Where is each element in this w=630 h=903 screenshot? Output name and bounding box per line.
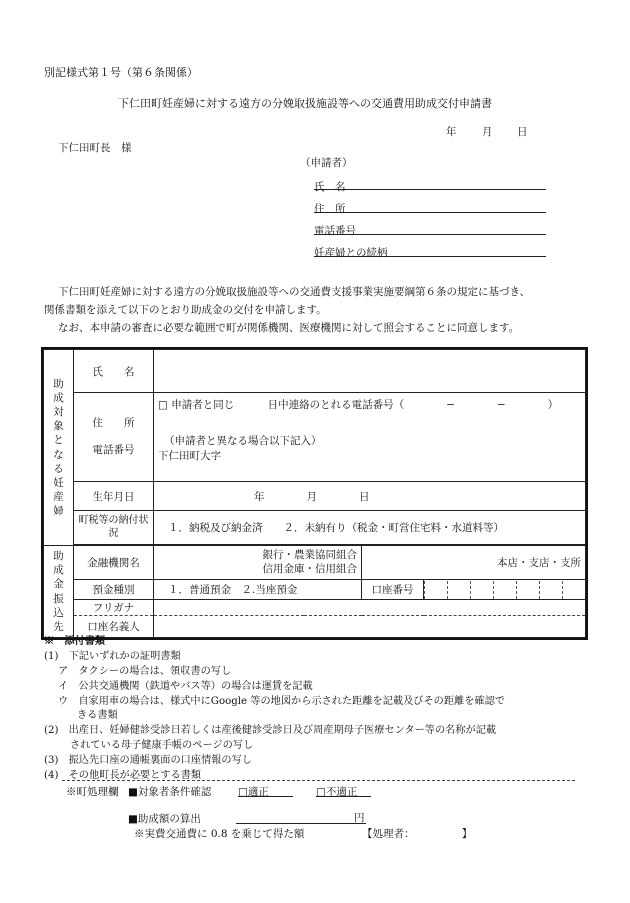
attachment-line: (4) その他町長が必要とする書類 [44,770,202,781]
account-holder-field[interactable] [154,616,586,638]
form-title: 下仁田町妊産婦に対する遠方の分娩取扱施設等への交通費用助成交付申請書 [118,97,492,110]
amount-note: ※実費交通費に 0.8 を乗じて得た額 [134,828,305,840]
body-text-2: 関係書類を添えて以下のとおり助成金の交付を申請します。 [44,304,327,316]
office-use-divider [62,780,575,781]
section-transfer-label: 助成金振込先 [44,546,74,638]
account-number-field[interactable] [424,580,586,600]
date-day: 日 [517,126,528,138]
subject-address-label: 住 所 [92,416,135,429]
subject-name-label: 氏 名 [74,350,154,393]
ng-checkbox[interactable]: □不適正 [316,786,358,798]
applicant-address-line[interactable] [314,212,546,213]
furigana-label: フリガナ [74,600,154,616]
amount-calc-label: ■助成額の算出 [128,813,201,825]
applicant-name-label: 氏 名 [314,181,346,193]
applicant-phone-label: 電話番号 [314,225,356,237]
birthdate-field[interactable]: 年 月 日 [154,482,586,511]
condition-check-label: ■対象者条件確認 [128,786,212,798]
body-text-3: なお、本申請の審査に必要な範囲で町が関係機関、医療機関に対して照会することに同意します。 [58,322,520,334]
attachment-line: ウ 自家用車の場合は、様式中にGoogle 等の地図から示された距離を記載及びその距離を確認で [58,696,505,707]
body-text-1: 下仁田町妊産婦に対する遠方の分娩取扱施設等への交通費支援事業実施要綱第６条の規定に基づき、 [58,286,531,298]
attachment-line: (1) 下記いずれかの証明書類 [44,651,181,662]
bank-type-options[interactable]: 銀行・農業協同組合 信用金庫・信用組合 [154,546,362,580]
deposit-type-label: 預金種別 [74,580,154,600]
birthdate-label: 生年月日 [74,482,154,511]
branch-type-options[interactable]: 本店・支店・支所 [362,546,586,580]
processor-field[interactable]: 【処理者： 】 [362,828,473,840]
subject-phone-label: 電話番号 [92,444,135,456]
attachment-line: ア タクシーの場合は、領収書の写し [58,666,232,677]
applicant-address-label: 住 所 [314,203,346,215]
attachment-line: (3) 振込先口座の通帳裏面の口座情報の写し [44,755,252,766]
attachments-heading: ※ 添付書類 [44,635,106,647]
deposit-type-options[interactable]: １．普通預金 ２.当座預金 [154,580,362,600]
date-month: 月 [482,126,493,138]
furigana-field[interactable] [154,600,586,616]
tax-status-options[interactable]: １．納税及び納金済 ２．未納有り（税金・町営住宅料・水道料等） [154,511,586,545]
same-as-applicant-row [154,393,586,433]
ng-underline [316,796,371,797]
applicant-heading: （申請者） [300,157,353,169]
bank-name-label: 金融機関名 [74,546,154,580]
town-prefix: 下仁田町大字 [158,449,221,462]
account-number-label: 口座番号 [362,580,424,600]
account-holder-label: 口座名義人 [74,616,154,638]
tax-status-label: 町税等の納付状況 [74,511,154,545]
applicant-phone-line[interactable] [314,234,546,235]
date-year: 年 [446,126,457,138]
addressee: 下仁田町長 様 [58,142,132,154]
ok-checkbox[interactable]: □適正 [238,786,269,798]
ok-underline [238,796,293,797]
applicant-name-line[interactable] [314,189,546,190]
applicant-relation-label: 妊産婦との続柄 [314,247,388,259]
section-subject-label: 助成対象となる妊産婦 [44,350,74,546]
same-as-applicant-checkbox[interactable]: □ 申請者と同じ [158,399,235,411]
yen-unit: 円 [354,812,365,824]
attachment-line: されている母子健康手帳のページの写し [70,740,254,751]
attachment-line: イ 公共交通機関（鉄道やバス等）の場合は運賃を記載 [58,681,313,692]
subject-address-phone-labels [74,393,154,482]
amount-field[interactable] [236,823,366,824]
daytime-phone-label: 日中連絡のとれる電話番号（ − − ） [267,399,559,411]
subject-address-field[interactable] [154,433,586,482]
subject-name-field[interactable] [154,350,586,393]
attachment-line: きる書類 [77,710,118,721]
differs-note: （申請者と異なる場合以下記入） [164,434,322,447]
office-use-label: ※町処理欄 [66,786,119,798]
form-number: 別記様式第１号（第６条関係） [44,66,198,79]
applicant-relation-line[interactable] [314,256,546,257]
attachment-line: (2) 出産日、妊婦健診受診日若しくは産後健診受診日及び周産期母子医療センター等の名称が記載 [44,725,497,736]
application-table [43,349,586,638]
